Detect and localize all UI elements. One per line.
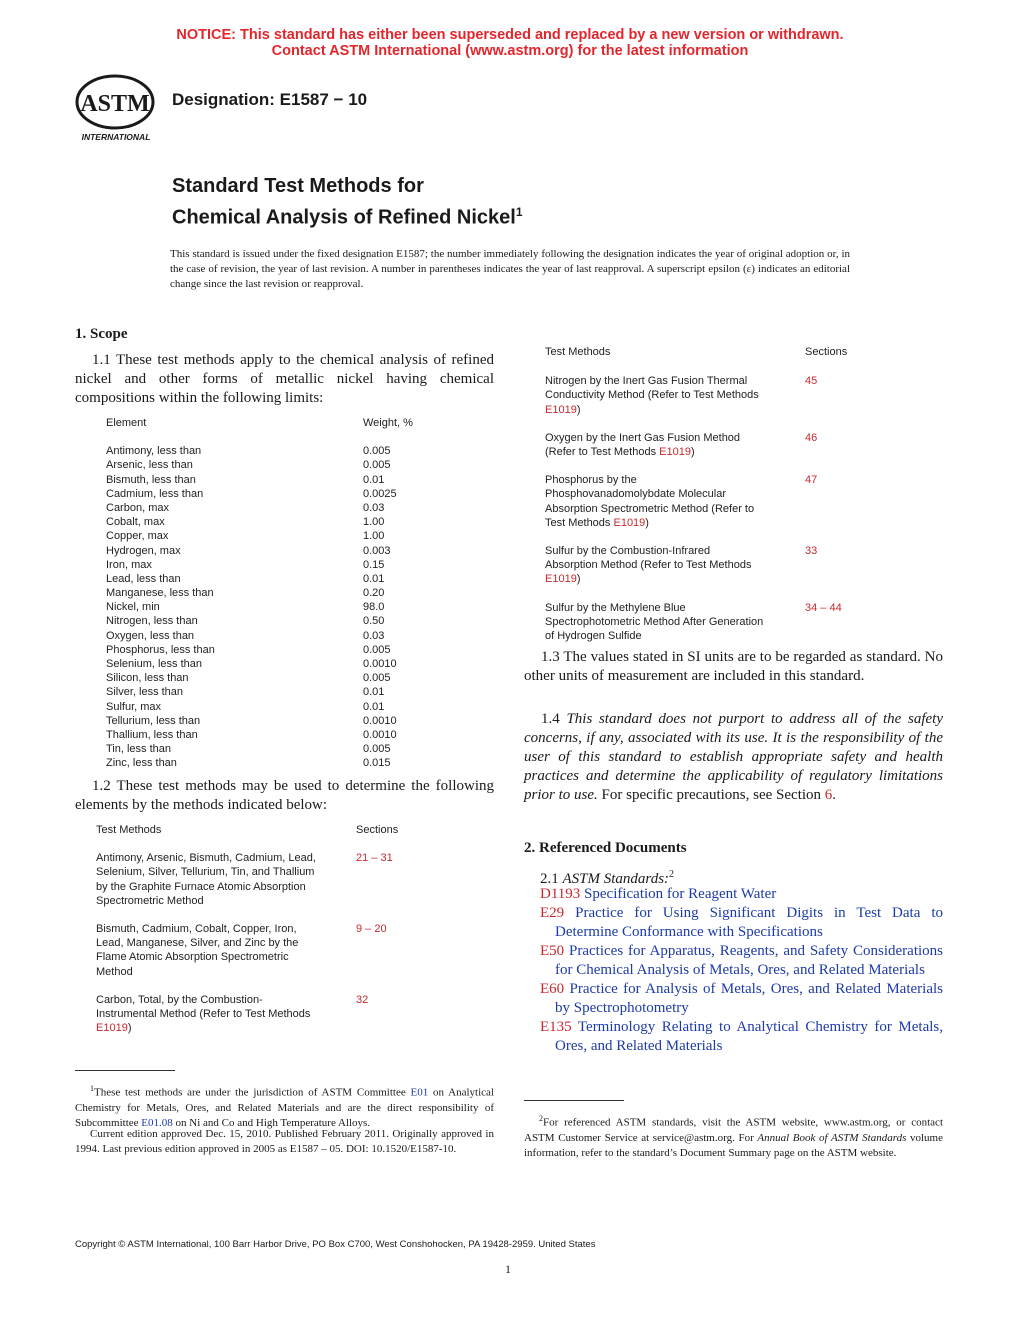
limits-element: Manganese, less than [106,587,214,600]
limits-weight: 0.0025 [363,487,397,500]
limits-element: Thallium, less than [106,728,198,741]
methods-right-row-3-end: ) [645,516,649,529]
issued-note: This standard is issued under the fixed designation E1587; the number immediately following the designation indicates the year of original adoption or, in the case of revision, the year of last revision. A number in parentheses indicates the year of last reapproval. A superscript epsilon (ε) indicates an editorial change since the last revision or reapproval. [170,248,850,290]
limits-element: Cadmium, less than [106,487,204,500]
methods-left-row-1-sec[interactable]: 21 – 31 [356,852,393,865]
limits-weight: 0.0010 [363,714,397,727]
methods-right-row-1-text [545,374,765,417]
limits-row [106,685,426,699]
methods-left-col-1: Test Methods [96,824,162,836]
copyright: Copyright © ASTM International, 100 Barr Harbor Drive, PO Box C700, West Conshohocken, PA 19428-2959. United States [75,1239,596,1250]
methods-table-right [545,345,875,657]
limits-weight: 0.0010 [363,658,397,670]
methods-right-row-2-end: ) [690,446,695,459]
limits-element: Bismuth, less than [106,473,196,486]
title-line-1: Standard Test Methods for [172,175,424,197]
limits-element: Lead, less than [106,572,181,585]
reference-title-link[interactable]: Practice for Using Significant Digits in Test Data to Determine Conformance with Specifications [555,905,943,940]
limits-weight: 0.01 [363,700,385,713]
methods-right-header [545,345,875,359]
limits-element: Arsenic, less than [106,459,193,472]
limits-weight: 0.20 [363,587,385,600]
methods-right-row-2-link[interactable]: E1019 [659,446,691,459]
footnote-2-a: For referenced ASTM standards, visit the ASTM website, www.astm.org, or contact ASTM Customer Service at service@astm.org. For [524,1116,943,1144]
limits-weight: 98.0 [363,601,385,614]
footnote-rule-right [524,1100,624,1101]
limits-row [106,529,426,543]
limits-weight: 0.005 [363,643,391,656]
reference-list [540,885,943,1056]
limits-element: Nitrogen, less than [106,615,198,628]
footnote-1-a: These test methods are under the jurisdiction of ASTM Committee [94,1086,411,1099]
limits-weight: 0.01 [363,572,385,585]
limits-weight: 0.03 [363,629,385,642]
scope-1-4-num: 1.4 [541,711,567,727]
limits-element: Silicon, less than [106,672,189,685]
footnote-1-edition: Current edition approved Dec. 15, 2010. Published February 2011. Originally approved in 1994. Last previous edition approved in 2005 as E1587 – 05. DOI: 10.1520/E1587-10. [75,1128,494,1155]
limits-weight: 0.01 [363,473,385,486]
methods-right-row-4 [545,544,875,587]
footnote-1-sup: 1 [90,1084,94,1093]
reference-code-link[interactable]: E135 [540,1019,572,1035]
limits-row [106,756,426,770]
footnote-1-c: on Ni and Co and High Temperature Alloys. [172,1116,371,1129]
methods-left-row-1 [96,851,426,908]
methods-right-row-2-main: Oxygen by the Inert Gas Fusion Method (Refer to Test Methods [545,431,741,459]
title-line-2 [172,199,523,231]
methods-right-row-1-end: ) [576,403,581,416]
reference-item [540,885,943,904]
limits-row [106,558,426,572]
title-footnote-ref: 1 [515,205,523,219]
limits-col-weight: Weight, % [363,417,413,429]
reference-code-link[interactable]: E29 [540,905,565,921]
methods-right-row-3 [545,473,875,530]
reference-item [540,942,943,980]
footnote-2-sup: 2 [539,1114,543,1123]
limits-row [106,742,426,756]
scope-1-1: 1.1 These test methods apply to the chemical analysis of refined nickel and other forms of metallic nickel having chemical compositions within the following limits: [75,352,494,406]
reference-title-link[interactable]: Specification for Reagent Water [580,886,777,902]
limits-weight: 0.005 [363,672,391,685]
footnote-2-italic: Annual Book of ASTM Standards [757,1131,907,1144]
methods-left-row-3 [96,993,426,1036]
footnote-1 [75,1081,494,1131]
limits-row [106,728,426,742]
methods-right-row-2 [545,431,875,459]
page-number: 1 [505,1262,511,1276]
astm-logo [70,72,162,144]
scope-1-4-italic: This standard does not purport to address all of the safety concerns, if any, associated with its use. It is the responsibility of the user of this standard to establish appropriate safety and health practices and determine the applicability of regulatory limitations prior to use. [524,711,944,803]
methods-right-col-1: Test Methods [545,346,611,358]
limits-weight: 0.50 [363,615,385,628]
limits-col-element: Element [106,417,147,429]
limits-element: Silver, less than [106,686,184,699]
reference-item [540,1018,943,1056]
limits-row [106,714,426,728]
limits-row [106,614,426,628]
methods-right-row-1-main: Nitrogen by the Inert Gas Fusion Thermal Conductivity Method (Refer to Test Methods [545,375,759,402]
methods-right-row-4-link[interactable]: E1019 [545,573,577,586]
limits-weight: 0.003 [363,544,391,557]
footnote-2-b: volume information, refer to the standard’s Document Summary page on the ASTM website. [524,1131,943,1159]
methods-right-row-1-sec[interactable]: 45 [805,375,818,388]
scope-1-3: 1.3 The values stated in SI units are to be regarded as standard. No other units of measurement are included in this standard. [524,649,943,684]
footnote-rule-left [75,1070,175,1071]
methods-right-row-4-text [545,544,765,587]
methods-right-row-5-text: Sulfur by the Methylene Blue Spectrophotometric Method After Generation of Hydrogen Sulfide [545,601,764,643]
limits-element: Tin, less than [106,743,172,756]
limits-row [106,458,426,472]
methods-right-row-1-link[interactable]: E1019 [545,403,577,416]
methods-left-row-1-text: Antimony, Arsenic, Bismuth, Cadmium, Lead, Selenium, Silver, Tellurium, Tin, and Thallium by the Graphite Furnace Atomic Absorption Spectrometric Method [96,852,316,907]
methods-left-col-2: Sections [356,824,399,836]
methods-right-col-2: Sections [805,346,848,358]
limits-row [106,586,426,600]
limits-weight: 0.0010 [363,728,397,741]
reference-code-link[interactable]: D1193 [540,886,581,902]
scope-1-2: 1.2 These test methods may be used to determine the following elements by the methods indicated below: [75,778,494,813]
limits-header [106,416,426,430]
limits-element: Oxygen, less than [106,629,195,642]
methods-right-row-5-sec[interactable]: 34 – 44 [805,601,842,614]
reference-code-link[interactable]: E50 [540,943,565,959]
footnote-2 [524,1111,943,1161]
scope-1-4-rest: For specific precautions, see Section [597,787,825,803]
methods-right-row-1 [545,374,875,417]
limits-weight: 0.03 [363,501,385,514]
methods-left-row-3-main: Carbon, Total, by the Combustion-Instrumental Method (Refer to Test Methods [96,993,311,1021]
limits-element: Tellurium, less than [106,714,201,727]
limits-weight: 1.00 [363,516,385,529]
methods-right-row-3-text [545,473,765,530]
methods-right-row-2-text [545,431,765,459]
limits-row [106,643,426,657]
title-line-2-text: Chemical Analysis of Refined Nickel [172,206,516,229]
limits-row [106,629,426,643]
limits-row [106,544,426,558]
astm-logo-icon [70,72,162,144]
methods-left-row-3-end: ) [127,1022,132,1035]
limits-weight: 0.015 [363,757,391,770]
reference-code-link[interactable]: E60 [540,981,565,997]
refdocs-2-1-num: 2.1 [540,871,563,887]
limits-element: Antimony, less than [106,445,202,458]
limits-row [106,444,426,458]
limits-row [106,473,426,487]
limits-weight: 1.00 [363,530,385,543]
methods-right-row-4-main: Sulfur by the Combustion-Infrared Absorption Method (Refer to Test Methods [545,545,752,572]
scope-1-4-end: . [832,787,837,803]
limits-element: Selenium, less than [106,658,202,670]
scope-heading: 1. Scope [75,326,128,342]
limits-element: Phosphorus, less than [106,643,215,656]
reference-title-link[interactable]: Practice for Analysis of Metals, Ores, and Related Materials by Spectrophotometry [555,981,943,1016]
methods-right-row-3-main: Phosphorus by the Phosphovanadomolybdate Molecular Absorption Spectrometric Method (Refer to Test Methods [545,474,755,529]
methods-right-row-4-end: ) [576,573,581,586]
limits-row [106,501,426,515]
limits-weight: 0.005 [363,459,391,472]
designation: Designation: E1587 − 10 [172,90,368,109]
limits-weight: 0.15 [363,558,385,571]
reference-title-link[interactable]: Practices for Apparatus, Reagents, and Safety Considerations for Chemical Analysis of Metals, Ores, and Related Materials [555,943,943,978]
methods-left-row-3-sec[interactable]: 32 [356,993,369,1006]
reference-item [540,980,943,1018]
limits-table [106,416,426,771]
methods-right-row-5 [545,601,875,644]
footnote-1-b: on Analytical Chemistry for Metals, Ores, and Related Materials and are the direct responsibility of Subcommittee [75,1086,494,1129]
methods-right-row-3-sec[interactable]: 47 [805,474,818,487]
limits-row [106,515,426,529]
reference-item [540,904,943,942]
limits-element: Sulfur, max [106,700,162,713]
methods-left-row-2 [96,922,426,979]
limits-element: Copper, max [106,530,169,543]
limits-row [106,600,426,614]
footnote-1-link-committee[interactable]: E01 [410,1086,429,1099]
limits-element: Hydrogen, max [106,544,181,557]
limits-row [106,487,426,501]
methods-table-left [96,823,426,1049]
notice-line-1: NOTICE: This standard has either been superseded and replaced by a new version or withdrawn. [176,27,844,43]
limits-element: Carbon, max [106,501,169,514]
limits-row [106,671,426,685]
methods-left-row-2-text: Bismuth, Cadmium, Cobalt, Copper, Iron, Lead, Manganese, Silver, and Zinc by the Flame Atomic Absorption Spectrometric Method [96,923,299,978]
limits-rows [106,444,426,770]
logo-mark-text: ASTM [80,91,150,117]
methods-right-row-2-sec[interactable]: 46 [805,431,818,444]
limits-weight: 0.005 [363,445,391,458]
limits-element: Iron, max [106,558,152,571]
footnote-1-link-subcommittee[interactable]: E01.08 [141,1116,173,1129]
limits-row [106,657,426,671]
methods-left-row-3-text [96,993,316,1036]
notice-line-2: Contact ASTM International (www.astm.org) for the latest information [271,43,749,59]
scope-1-4-section-link[interactable]: 6 [824,787,833,803]
refdocs-2-1-sup: 2 [669,869,675,880]
limits-element: Cobalt, max [106,516,165,529]
refdocs-heading: 2. Referenced Documents [524,840,687,856]
limits-row [106,700,426,714]
logo-sub-text: INTERNATIONAL [81,132,151,142]
methods-left-header [96,823,426,837]
methods-left-row-2-sec[interactable]: 9 – 20 [356,923,387,936]
reference-title-link[interactable]: Terminology Relating to Analytical Chemistry for Metals, Ores, and Related Materials [555,1019,943,1054]
limits-element: Nickel, min [106,601,160,614]
limits-element: Zinc, less than [106,757,177,770]
limits-weight: 0.01 [363,686,385,699]
methods-right-row-3-link[interactable]: E1019 [613,516,646,529]
limits-weight: 0.005 [363,743,391,756]
refdocs-2-1-italic: ASTM Standards: [562,871,670,887]
methods-right-row-4-sec[interactable]: 33 [805,545,818,558]
methods-left-row-3-link[interactable]: E1019 [96,1022,128,1035]
scope-1-4 [524,710,943,805]
limits-row [106,572,426,586]
